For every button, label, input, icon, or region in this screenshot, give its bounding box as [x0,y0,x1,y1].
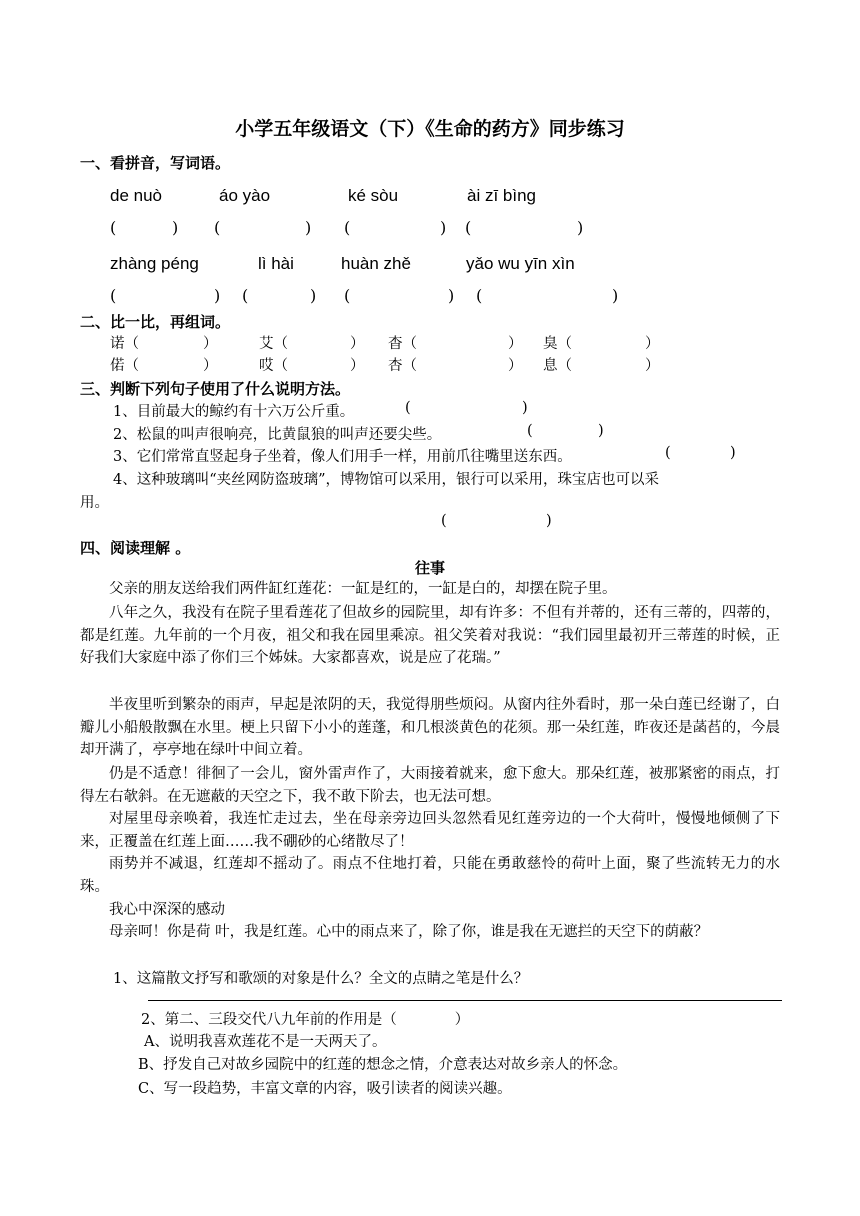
passage-paragraph: 仍是不适意！徘徊了一会儿，窗外雷声作了，大雨接着就来，愈下愈大。那朵红莲，被那紧密的雨点，打得左右欹斜。在无遮蔽的天空之下，我不敢下阶去，也无法可想。 [80,766,780,805]
answer-blank-end: ) [310,286,317,305]
reading-question-1: 1、这篇散文抒写和歌颂的对象是什么？全文的点睛之笔是什么？ [113,971,529,987]
char-item: 杏（ [388,358,417,374]
passage-paragraph: 我心中深深的感动 [109,902,225,918]
passage-paragraph: 八年之久，我没有在院子里看莲花了但故乡的园院里，却有许多：不但有并蒂的，还有三蒂的，四蒂的，都是红莲。九年前的一个月夜，祖父和我在园里乘凉。祖父笑着对我说：“我们园里最初开三蒂莲的时候，正好我们大家庭中添了你们三个姊妹。大家都喜欢，说是应了花瑞。” [80,605,780,666]
section-1-heading: 一、看拼音，写词语。 [80,154,231,172]
char-item-end: ） [350,336,365,352]
pinyin-2: áo yào [219,186,271,205]
char-item: 臭（ [543,336,572,352]
pinyin-6: lì hài [258,254,294,273]
option-a: A、说明我喜欢莲花不是一天两天了。 [144,1034,387,1050]
answer-blank-end: ) [612,286,619,305]
question-4: 4、这种玻璃叫“夹丝网防盗玻璃”，博物馆可以采用，银行可以采用，珠宝店也可以采 [113,472,660,488]
char-item-end: ） [350,358,365,374]
char-item: 偌（ [110,358,139,374]
answer-blank[interactable]: ( [527,423,533,439]
section-4-heading: 四、阅读理解 。 [80,539,191,557]
char-item: 杳（ [388,336,417,352]
char-item: 诺（ [110,336,139,352]
answer-blank[interactable]: ( [110,286,117,305]
passage-title: 往事 [414,559,445,577]
char-item: 艾（ [259,336,288,352]
pinyin-8: yǎo wu yīn xìn [466,254,575,273]
answer-blank-end: ) [546,513,552,529]
question-3: 3、它们常常直竖起身子坐着，像人们用手一样，用前爪往嘴里送东西。 [113,449,572,465]
answer-blank[interactable]: ( [344,218,351,237]
answer-blank-end: ) [577,218,584,237]
question-1: 1、目前最大的鲸约有十六万公斤重。 [113,404,355,420]
answer-blank[interactable]: ( [110,218,117,237]
passage-paragraph: 母亲呵！你是荷 叶，我是红莲。心中的雨点来了，除了你，谁是我在无遮拦的天空下的荫蔽？ [109,924,709,940]
char-item: 息（ [543,358,572,374]
reading-question-2: 2、第二、三段交代八九年前的作用是（ ） [141,1012,470,1028]
passage-paragraph: 对屋里母亲唤着，我连忙走过去，坐在母亲旁边回头忽然看见红莲旁边的一个大荷叶，慢慢地倾侧了下来，正覆盖在红莲上面……我不硼砂的心绪散尽了！ [80,811,780,850]
section-3-heading: 三、判断下列句子使用了什么说明方法。 [80,380,351,398]
answer-blank[interactable]: ( [476,286,483,305]
option-c: C、写一段趋势，丰富文章的内容，吸引读者的阅读兴趣。 [138,1081,512,1097]
passage-paragraph: 父亲的朋友送给我们两件缸红莲花：一缸是红的，一缸是白的，却摆在院子里。 [109,581,617,597]
answer-blank-end: ) [214,286,221,305]
char-item-end: ） [508,336,523,352]
answer-blank[interactable]: ( [465,218,472,237]
answer-blank[interactable]: ( [665,445,671,461]
page-title: 小学五年级语文（下）《生命的药方》同步练习 [235,118,625,140]
char-item-end: ） [203,358,218,374]
pinyin-4: ài zī bìng [467,186,536,205]
answer-blank[interactable]: ( [214,218,221,237]
answer-blank-end: ) [598,423,604,439]
answer-blank-end: ) [172,218,179,237]
answer-blank[interactable]: ( [242,286,249,305]
answer-blank[interactable]: ( [405,400,411,416]
question-4-cont: 用。 [80,495,109,511]
answer-blank-end: ) [440,218,447,237]
passage-paragraph: 雨势并不减退，红莲却不摇动了。雨点不住地打着，只能在勇敢慈怜的荷叶上面，聚了些流转无力的水珠。 [80,856,780,895]
answer-line[interactable] [148,1000,782,1001]
answer-blank-end: ) [448,286,455,305]
section-2-heading: 二、比一比，再组词。 [80,313,231,331]
pinyin-7: huàn zhě [341,254,411,273]
answer-blank-end: ) [730,445,736,461]
option-b: B、抒发自己对故乡园院中的红莲的想念之情，介意表达对故乡亲人的怀念。 [138,1057,628,1073]
char-item-end: ） [645,336,660,352]
question-2: 2、松鼠的叫声很响亮，比黄鼠狼的叫声还要尖些。 [113,427,442,443]
passage-paragraph: 半夜里听到繁杂的雨声，早起是浓阴的天，我觉得朋些烦闷。从窗内往外看时，那一朵白莲已经谢了，白瓣儿小船般散飘在水里。梗上只留下小小的莲蓬，和几根淡黄色的花须。那一朵红莲，昨夜还是菡萏的，今晨却开满了，亭亭地在绿叶中间立着。 [80,697,780,758]
answer-blank-end: ) [305,218,312,237]
char-item: 哎（ [259,358,288,374]
char-item-end: ） [645,358,660,374]
char-item-end: ） [508,358,523,374]
pinyin-5: zhàng péng [110,254,199,273]
answer-blank[interactable]: ( [344,286,351,305]
answer-blank-end: ) [522,400,528,416]
pinyin-1: de nuò [110,186,162,205]
char-item-end: ） [203,336,218,352]
answer-blank[interactable]: ( [441,513,447,529]
pinyin-3: ké sòu [348,186,399,205]
